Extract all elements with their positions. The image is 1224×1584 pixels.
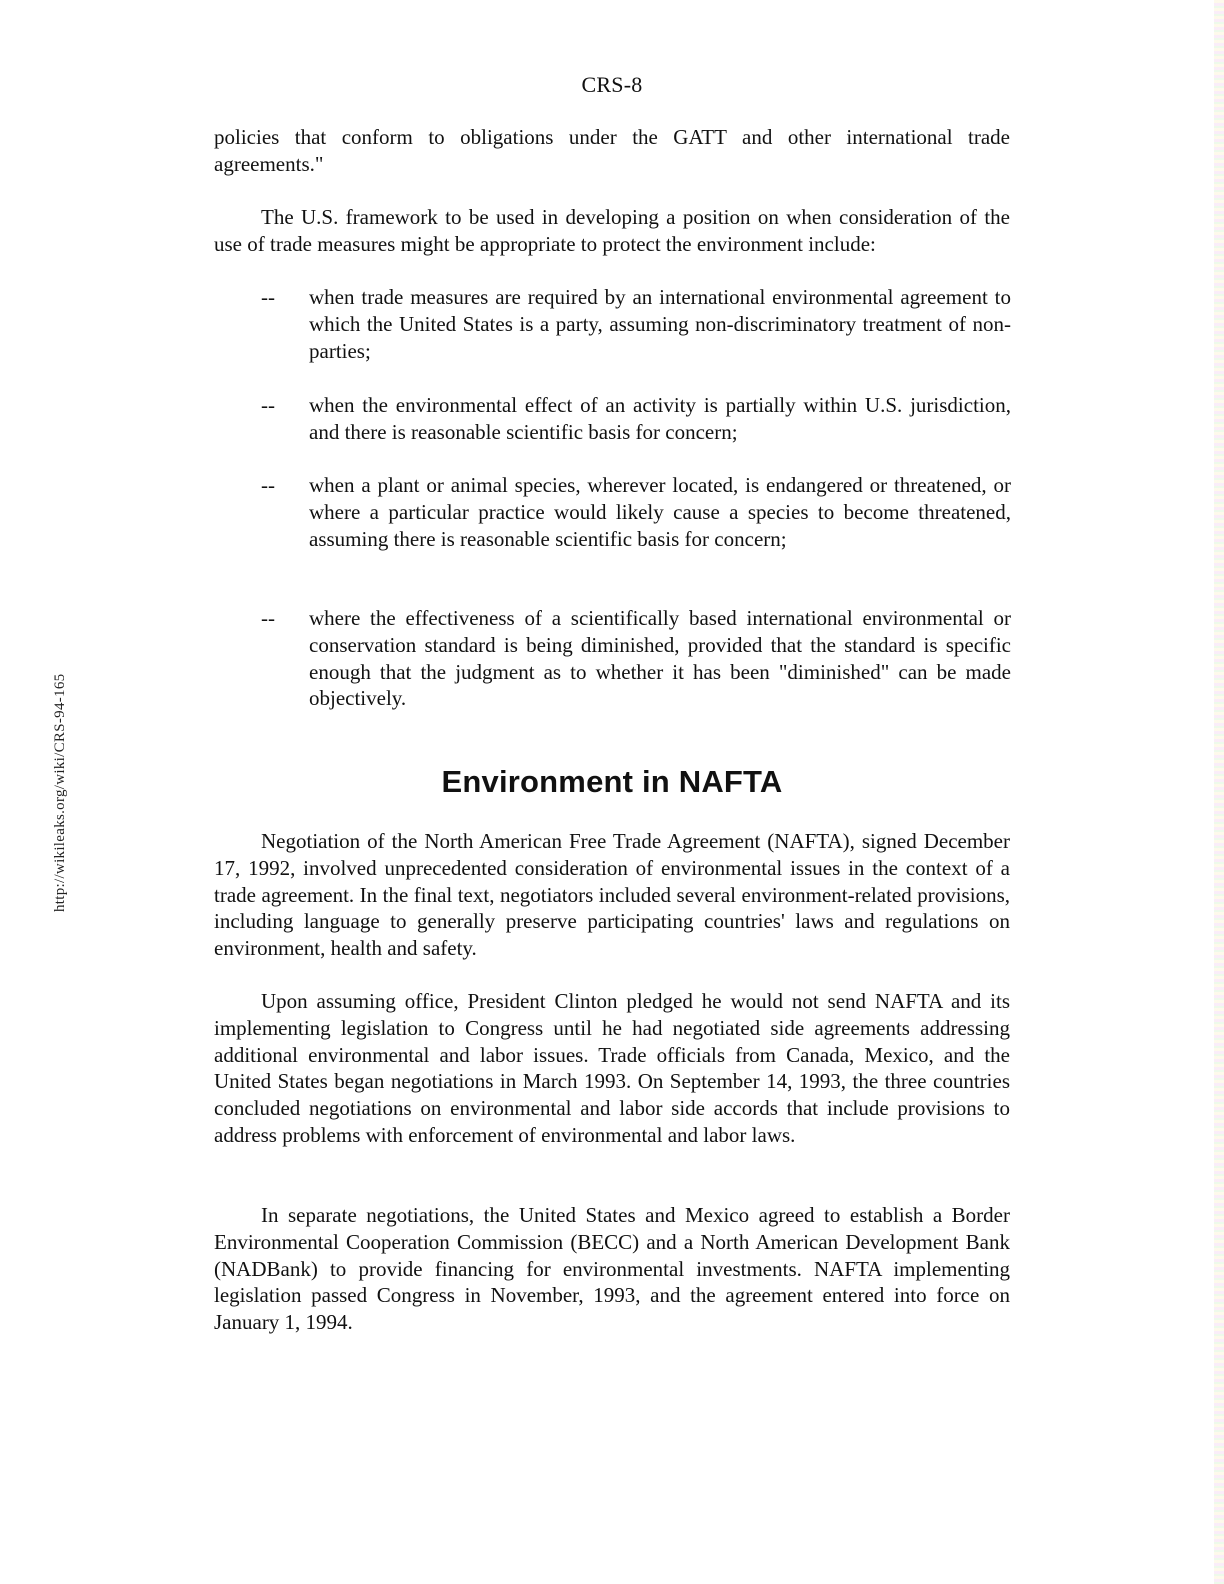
paragraph-framework-intro: The U.S. framework to be used in developing a position on when consideration of the use of trade measures might be appropriate to protect the environment include: bbox=[214, 205, 1010, 256]
bullet-text: where the effectiveness of a scientifically based international environmental or conservation standard is being diminished, provided that the standard is specific enough that the judgment as to whether it has been "diminished" can be made objectively. bbox=[309, 606, 1011, 711]
bullet-item bbox=[261, 284, 1011, 364]
paragraph-clinton-pledge: Upon assuming office, President Clinton pledged he would not send NAFTA and its implementing legislation to Congress until he had negotiated side agreements addressing additional environmental and labor issues. Trade officials from Canada, Mexico, and the United States began negotiations in March 1993. On September 14, 1993, the three countries concluded negotiations on environmental and labor side accords that include provisions to address problems with enforcement of environmental and labor laws. bbox=[214, 989, 1010, 1147]
bullet-marker: -- bbox=[261, 393, 275, 417]
page-number: CRS-8 bbox=[581, 72, 643, 97]
bullet-marker: -- bbox=[261, 285, 275, 309]
section-heading: Environment in NAFTA bbox=[441, 764, 783, 799]
bullet-marker: -- bbox=[261, 606, 275, 630]
paragraph-continuation: policies that conform to obligations under the GATT and other international trade agreements." bbox=[214, 125, 1010, 176]
bullet-text: when a plant or animal species, wherever located, is endangered or threatened, or where a particular practice would likely cause a species to become threatened, assuming there is reasonable scientific basis for concern; bbox=[309, 473, 1011, 551]
bullet-text: when the environmental effect of an activity is partially within U.S. jurisdiction, and there is reasonable scientific basis for concern; bbox=[309, 393, 1011, 444]
bullet-item bbox=[261, 472, 1011, 552]
bullet-marker: -- bbox=[261, 473, 275, 497]
paragraph-separate-negotiations: In separate negotiations, the United States and Mexico agreed to establish a Border Environmental Cooperation Commission (BECC) and a North American Development Bank (NADBank) to provide financing for environmental investments. NAFTA implementing legislation passed Congress in November, 1993, and the agreement entered into force on January 1, 1994. bbox=[214, 1203, 1010, 1335]
bullet-item bbox=[261, 605, 1011, 712]
source-url-watermark: http://wikileaks.org/wiki/CRS-94-165 bbox=[52, 673, 68, 912]
bullet-item bbox=[261, 392, 1011, 446]
bullet-text: when trade measures are required by an international environmental agreement to which the United States is a party, assuming non-discriminatory treatment of non-parties; bbox=[309, 285, 1011, 363]
paragraph-nafta-negotiation: Negotiation of the North American Free Trade Agreement (NAFTA), signed December 17, 1992, involved unprecedented consideration of environmental issues in the context of a trade agreement. In the final text, negotiators included several environment-related provisions, including language to generally preserve participating countries' laws and regulations on environment, health and safety. bbox=[214, 829, 1010, 961]
